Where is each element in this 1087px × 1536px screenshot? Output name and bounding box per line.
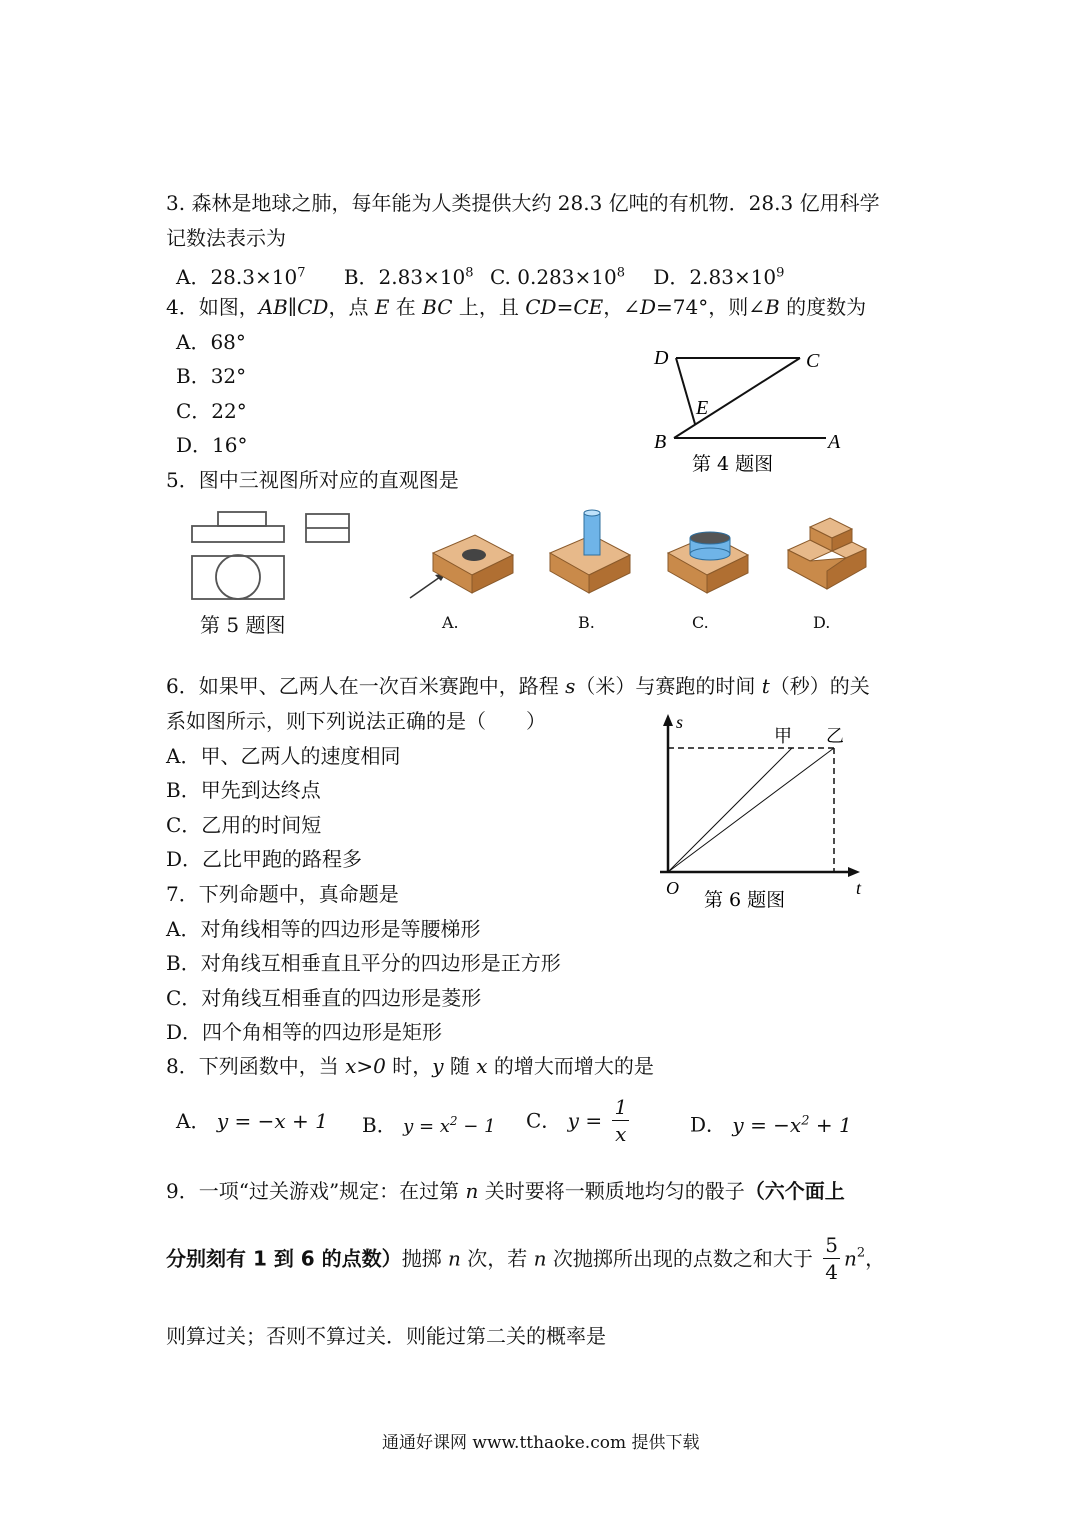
q9-line1: 9．一项“过关游戏”规定：在过第 n 关时要将一颗质地均匀的骰子（六个面上 <box>166 1179 845 1203</box>
q3-stem-line1: 3. 森林是地球之肺，每年能为人类提供大约 28.3 亿吨的有机物．28.3 亿用科学 <box>166 191 880 215</box>
q6-option-c: C．乙用的时间短 <box>166 813 322 837</box>
x-axis-arrow-icon <box>848 867 860 877</box>
y-axis-label: s <box>676 712 684 732</box>
q5-choice-a: A. <box>442 613 459 632</box>
pointer-arrow <box>410 577 440 598</box>
q3-option-b: B．$2.83\times 10^8$ <box>343 264 474 289</box>
front-view-base <box>192 526 284 542</box>
q4-option-b: B．32° <box>176 364 247 388</box>
q3-option-c: C. $0.283\times 10^8$ <box>489 264 625 289</box>
solid-c <box>668 532 748 593</box>
q3-options <box>176 260 784 290</box>
q4-stem: 4．如图，AB∥CD，点 E 在 BC 上，且 CD=CE，∠D=74°，则∠B 的度数为 <box>166 295 867 319</box>
top-view-rect <box>192 556 284 599</box>
q4-triangle-diagram <box>640 340 860 480</box>
q8-option-d: D． $y = -x^2 + 1$ <box>690 1112 852 1137</box>
q6-option-d: D．乙比甲跑的路程多 <box>166 847 363 871</box>
q6-stem-line1: 6．如果甲、乙两人在一次百米赛跑中，路程 s（米）与赛跑的时间 t（秒）的关 <box>166 674 870 698</box>
q7-option-a: A．对角线相等的四边形是等腰梯形 <box>166 917 481 941</box>
q5-caption: 第 5 题图 <box>200 613 286 637</box>
solid-d <box>788 518 866 589</box>
page-footer: 通通好课网 www.tthaoke.com 提供下载 <box>382 1433 700 1453</box>
q4-figure <box>640 340 860 485</box>
q7-option-c: C．对角线互相垂直的四边形是菱形 <box>166 986 482 1010</box>
q5-choice-c: C. <box>692 613 709 632</box>
q6-caption: 第 6 题图 <box>704 889 786 911</box>
front-view-top <box>218 512 266 526</box>
q6-figure <box>650 712 880 917</box>
label-a: A <box>828 431 841 453</box>
q9-line3: 则算过关；否则不算过关．则能过第二关的概率是 <box>166 1324 606 1348</box>
q4-option-d: D．16° <box>176 433 248 457</box>
q4-option-c: C．22° <box>176 399 247 423</box>
q6-option-a: A．甲、乙两人的速度相同 <box>166 744 401 768</box>
q3-stem-line2: 记数法表示为 <box>166 226 286 250</box>
segment-bc <box>674 358 800 438</box>
q5-three-views <box>186 505 366 610</box>
q7-option-b: B．对角线互相垂直且平分的四边形是正方形 <box>166 951 561 975</box>
q8-c-fraction: $\frac{1}{x}$ <box>614 1095 628 1146</box>
label-d: D <box>654 347 669 369</box>
series-jia-label: 甲 <box>774 726 792 747</box>
q5-choice-b: B. <box>578 613 595 632</box>
solid-a <box>433 535 513 593</box>
q8-stem: 8．下列函数中，当 x>0 时，y 随 x 的增大而增大的是 <box>166 1054 654 1078</box>
q9-fraction: $\frac{5}{4}$ <box>825 1233 838 1284</box>
q3-option-d: D．$2.83\times 10^9$ <box>653 264 785 289</box>
q6-stem-line2: 系如图所示，则下列说法正确的是（ ） <box>166 709 546 733</box>
q5-stem: 5．图中三视图所对应的直观图是 <box>166 468 459 492</box>
label-c: C <box>806 350 820 372</box>
solid-b <box>550 510 630 593</box>
q5-choice-d: D. <box>813 613 831 632</box>
q4-caption: 第 4 题图 <box>692 453 774 475</box>
q9-line2: 分别刻有 1 到 6 的点数）抛掷 n 次，若 n 次抛掷所出现的点数之和大于 $\frac{5}{4}$ $n^2$， <box>166 1233 886 1284</box>
x-axis-label: t <box>856 878 862 898</box>
segment-de <box>676 358 695 424</box>
q8-option-b: B． $y = x^2 - 1$ <box>362 1113 496 1137</box>
origin-label: O <box>666 878 679 898</box>
label-b: B <box>654 431 667 453</box>
series-jia-line <box>668 748 792 872</box>
series-yi-label: 乙 <box>826 726 844 747</box>
top-view-circle <box>216 555 260 599</box>
q8-option-a: A． y = −x + 1 <box>176 1109 328 1133</box>
q3-option-a: A．$28.3\times 10^7$ <box>176 264 306 289</box>
q8-option-c: C． y = $\frac{1}{x}$ <box>526 1095 628 1146</box>
q5-choice-solids <box>400 505 880 610</box>
series-yi-line <box>668 748 834 872</box>
q7-option-d: D．四个角相等的四边形是矩形 <box>166 1020 443 1044</box>
q4-option-a: A．68° <box>176 330 246 354</box>
label-e: E <box>696 397 709 419</box>
y-axis-arrow-icon <box>663 714 673 726</box>
q6-option-b: B．甲先到达终点 <box>166 778 321 802</box>
q7-stem: 7．下列命题中，真命题是 <box>166 882 399 906</box>
